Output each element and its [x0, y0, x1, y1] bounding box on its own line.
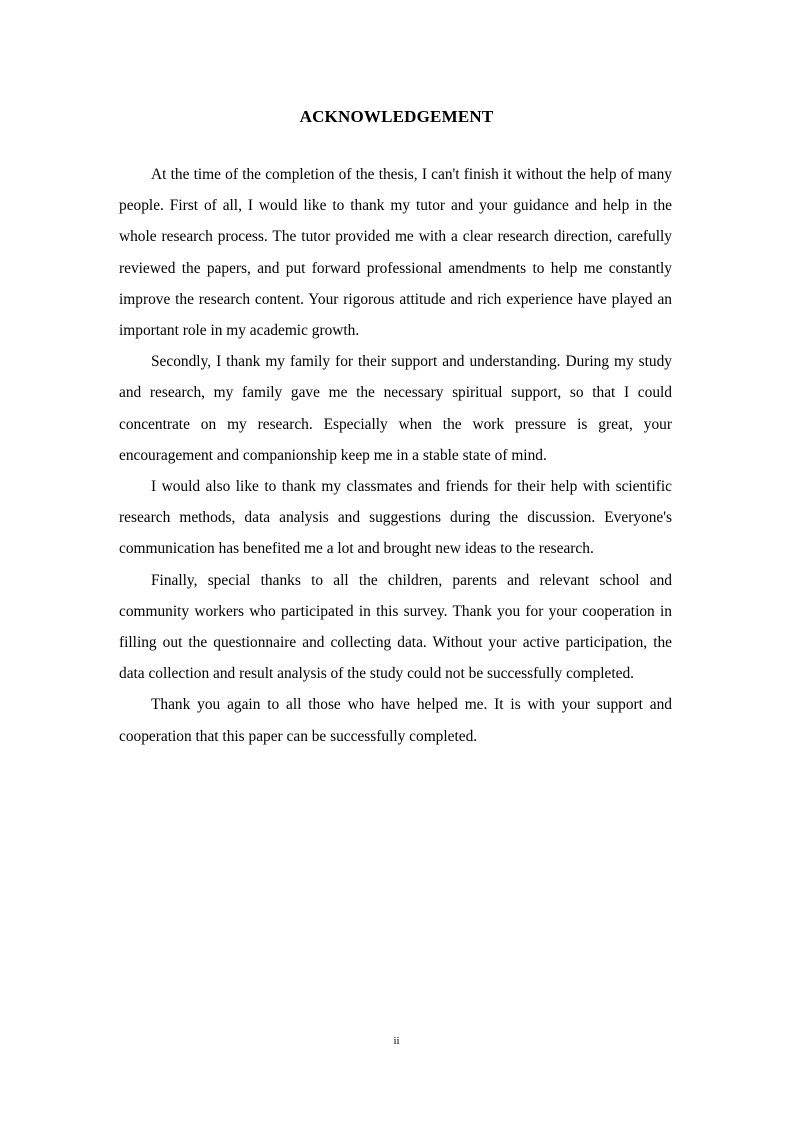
- page-number: ii: [393, 1035, 400, 1047]
- acknowledgement-body: [119, 159, 672, 752]
- paragraph-family: Secondly, I thank my family for their support and understanding. During my study and research, my family gave me the necessary spiritual support, so that I could concentrate on my research. Especially when the work pressure is great, your encouragement and companionship keep me in a stable state of mind.: [119, 353, 672, 464]
- page-title: ACKNOWLEDGEMENT: [299, 107, 494, 126]
- paragraph-classmates: I would also like to thank my classmates and friends for their help with scientific research methods, data analysis and suggestions during the discussion. Everyone's communication has benefited me a lot and brought new ideas to the research.: [119, 478, 672, 558]
- paragraph-tutor: At the time of the completion of the thesis, I can't finish it without the help of many people. First of all, I would like to thank my tutor and your guidance and help in the whole research process. The tutor provided me with a clear research direction, carefully reviewed the papers, and put forward professional amendments to help me constantly improve the research content. Your rigorous attitude and rich experience have played an important role in my academic growth.: [119, 166, 672, 340]
- paragraph-closing: Thank you again to all those who have helped me. It is with your support and cooperation that this paper can be successfully completed.: [119, 696, 672, 745]
- paragraph-participants: Finally, special thanks to all the children, parents and relevant school and community workers who participated in this survey. Thank you for your cooperation in filling out the questionnaire and collecting data. Without your active participation, the data collection and result analysis of the study could not be successfully completed.: [119, 571, 672, 683]
